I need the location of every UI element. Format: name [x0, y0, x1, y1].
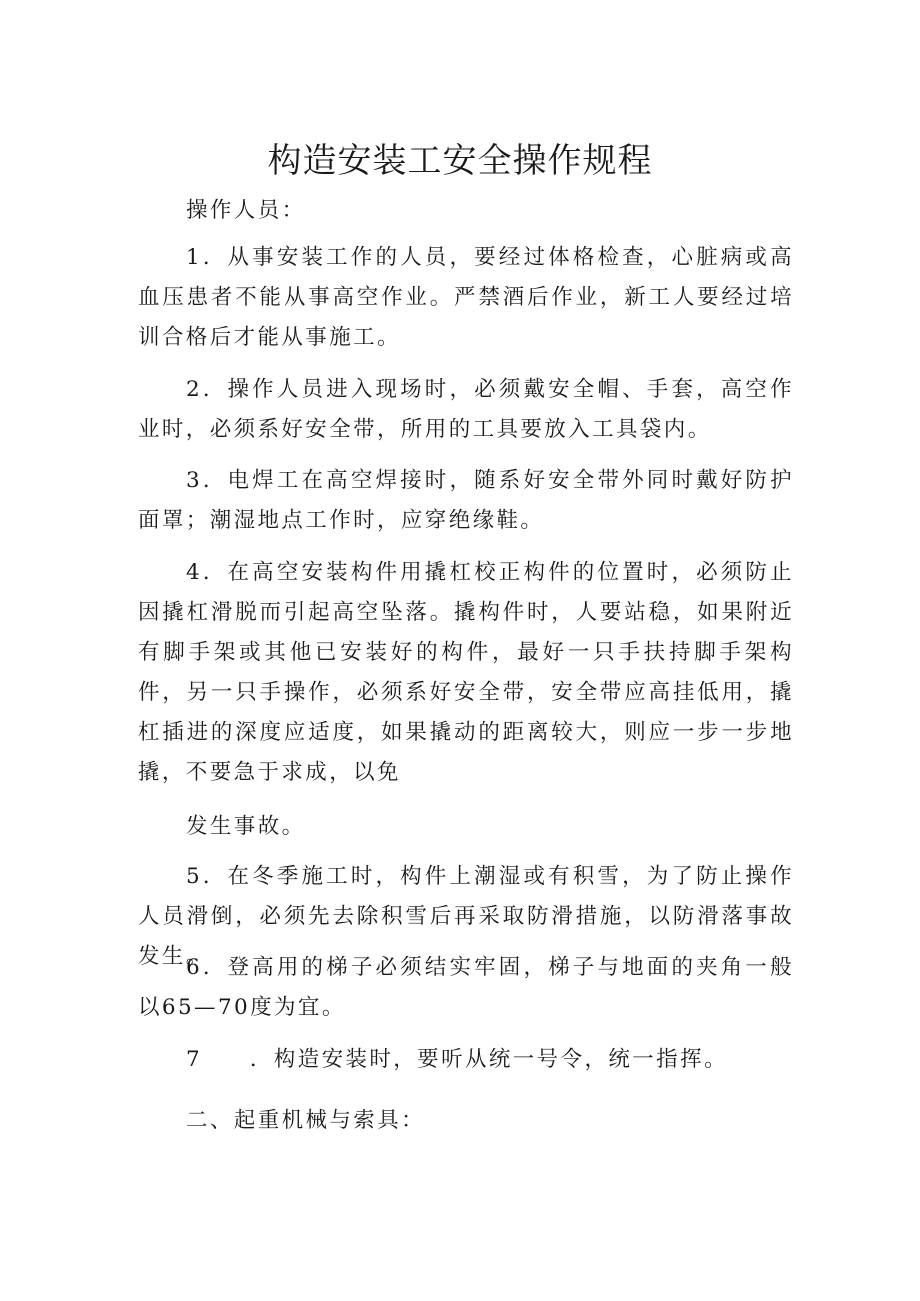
section-heading-lifting-machinery: 二、起重机械与索具：: [186, 1108, 426, 1133]
rule-item-6: 6．登高用的梯子必须结实牢固，梯子与地面的夹角一般以65—70度为宜。: [138, 955, 794, 1020]
rule-item-4: 4．在高空安装构件用撬杠校正构件的位置时，必须防止因撬杠滑脱而引起高空坠落。撬构件时，人要站稳，如果附近有脚手架或其他已安装好的构件，最好一只手扶持脚手架构件，另一只手操作，必须系好安全带，安全带应高挂低用，撬杠插进的深度应适度，如果撬动的距离较大，则应一步一步地撬，不要急于求成，以免: [138, 560, 794, 785]
document-title: 构造安装工安全操作规程: [267, 140, 653, 181]
section-heading-operators: 操作人员：: [186, 198, 306, 223]
rule-item-7: 7 ．构造安装时，要听从统一号令，统一指挥。: [186, 1047, 728, 1072]
rule-item-1: 1．从事安装工作的人员，要经过体格检查，心脏病或高血压患者不能从事高空作业。严禁酒后作业，新工人要经过培训合格后才能从事施工。: [138, 245, 794, 350]
rule-item-5: 5．在冬季施工时，构件上潮湿或有积雪，为了防止操作人员滑倒，必须先去除积雪后再采取防滑措施，以防滑落事故发生。: [138, 864, 794, 969]
rule-item-4-continuation: 发生事故。: [186, 814, 306, 839]
rule-item-2: 2．操作人员进入现场时，必须戴安全帽、手套，高空作业时，必须系好安全带，所用的工具要放入工具袋内。: [138, 377, 794, 442]
rule-item-3: 3．电焊工在高空焊接时，随系好安全带外同时戴好防护面罩；潮湿地点工作时，应穿绝缘鞋。: [138, 468, 794, 533]
